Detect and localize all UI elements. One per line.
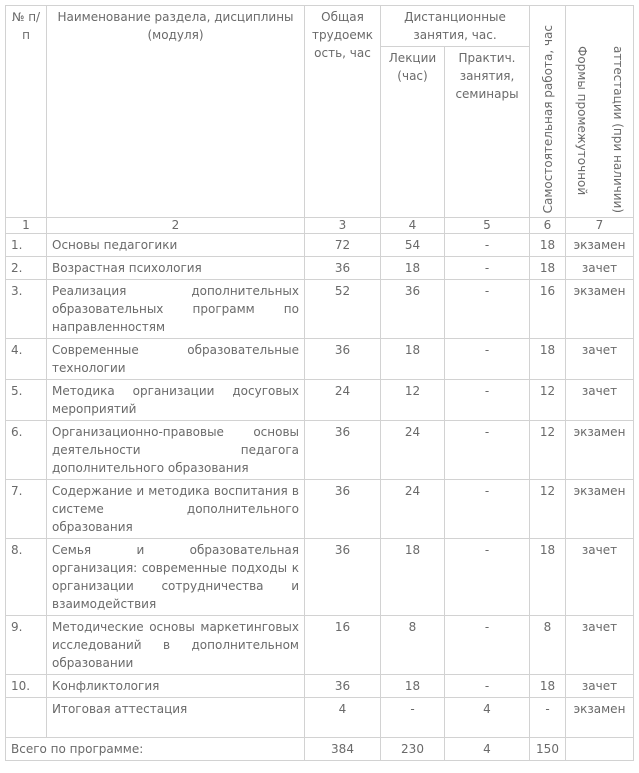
row-practice: - bbox=[445, 616, 530, 675]
row-name: Реализация дополнительных образовательных программ по направленностям bbox=[47, 280, 305, 339]
row-total: 36 bbox=[305, 675, 381, 698]
column-number: 4 bbox=[381, 218, 445, 234]
total-self-study: 150 bbox=[530, 738, 566, 761]
row-form: зачет bbox=[566, 616, 634, 675]
row-self-study: 18 bbox=[530, 234, 566, 257]
row-name: Возрастная психология bbox=[47, 257, 305, 280]
row-name: Организационно-правовые основы деятельности педагога дополнительного образования bbox=[47, 421, 305, 480]
row-lectures: 54 bbox=[381, 234, 445, 257]
row-practice: - bbox=[445, 339, 530, 380]
table-row bbox=[6, 339, 634, 380]
row-number: 3. bbox=[6, 280, 47, 339]
table-row bbox=[6, 234, 634, 257]
column-number: 6 bbox=[530, 218, 566, 234]
row-practice: - bbox=[445, 257, 530, 280]
header-self-study: Самостоятельная работа, час bbox=[530, 6, 566, 218]
row-lectures: 18 bbox=[381, 539, 445, 616]
row-lectures: 18 bbox=[381, 257, 445, 280]
column-number: 7 bbox=[566, 218, 634, 234]
row-number: 6. bbox=[6, 421, 47, 480]
row-number: 10. bbox=[6, 675, 47, 698]
column-number: 2 bbox=[47, 218, 305, 234]
row-total: 36 bbox=[305, 257, 381, 280]
header-name: Наименование раздела, дисциплины (модуля) bbox=[47, 6, 305, 218]
row-self-study: 18 bbox=[530, 257, 566, 280]
row-name: Итоговая аттестация bbox=[47, 698, 305, 738]
row-lectures: 36 bbox=[381, 280, 445, 339]
row-name: Современные образовательные технологии bbox=[47, 339, 305, 380]
row-form: зачет bbox=[566, 539, 634, 616]
table-row bbox=[6, 539, 634, 616]
total-lectures: 230 bbox=[381, 738, 445, 761]
total-hours: 384 bbox=[305, 738, 381, 761]
row-total: 72 bbox=[305, 234, 381, 257]
row-self-study: 18 bbox=[530, 339, 566, 380]
row-form: зачет bbox=[566, 257, 634, 280]
row-total: 52 bbox=[305, 280, 381, 339]
row-number: 5. bbox=[6, 380, 47, 421]
table-row bbox=[6, 480, 634, 539]
header-row bbox=[6, 6, 634, 47]
header-number: № п/п bbox=[6, 6, 47, 218]
row-number: 1. bbox=[6, 234, 47, 257]
total-label: Всего по программе: bbox=[6, 738, 305, 761]
row-lectures: - bbox=[381, 698, 445, 738]
row-total: 36 bbox=[305, 339, 381, 380]
row-self-study: 16 bbox=[530, 280, 566, 339]
total-practice: 4 bbox=[445, 738, 530, 761]
row-number: 2. bbox=[6, 257, 47, 280]
row-name: Содержание и методика воспитания в системе дополнительного образования bbox=[47, 480, 305, 539]
row-lectures: 8 bbox=[381, 616, 445, 675]
row-number: 9. bbox=[6, 616, 47, 675]
header-lectures: Лекции (час) bbox=[381, 47, 445, 218]
row-practice: - bbox=[445, 539, 530, 616]
column-number-row bbox=[6, 218, 634, 234]
column-number: 5 bbox=[445, 218, 530, 234]
row-form: экзамен bbox=[566, 698, 634, 738]
curriculum-table bbox=[5, 5, 634, 761]
row-lectures: 24 bbox=[381, 421, 445, 480]
row-form: экзамен bbox=[566, 280, 634, 339]
table-row bbox=[6, 380, 634, 421]
table-row bbox=[6, 675, 634, 698]
table-row bbox=[6, 280, 634, 339]
column-number: 1 bbox=[6, 218, 47, 234]
row-total: 16 bbox=[305, 616, 381, 675]
row-self-study: 18 bbox=[530, 675, 566, 698]
row-form: экзамен bbox=[566, 234, 634, 257]
row-practice: 4 bbox=[445, 698, 530, 738]
row-form: зачет bbox=[566, 339, 634, 380]
table-row bbox=[6, 421, 634, 480]
header-practice: Практич. занятия, семинары bbox=[445, 47, 530, 218]
row-number bbox=[6, 698, 47, 738]
table-row bbox=[6, 257, 634, 280]
row-practice: - bbox=[445, 421, 530, 480]
row-total: 24 bbox=[305, 380, 381, 421]
row-name: Методика организации досуговых мероприятий bbox=[47, 380, 305, 421]
row-practice: - bbox=[445, 380, 530, 421]
row-self-study: 8 bbox=[530, 616, 566, 675]
row-lectures: 12 bbox=[381, 380, 445, 421]
row-form: экзамен bbox=[566, 480, 634, 539]
row-practice: - bbox=[445, 280, 530, 339]
row-lectures: 18 bbox=[381, 339, 445, 380]
row-total: 36 bbox=[305, 421, 381, 480]
header-attestation-forms: Формы промежуточной аттестации (при наличии) bbox=[566, 6, 634, 218]
total-row bbox=[6, 738, 634, 761]
row-self-study: 18 bbox=[530, 539, 566, 616]
row-total: 4 bbox=[305, 698, 381, 738]
row-total: 36 bbox=[305, 539, 381, 616]
row-self-study: 12 bbox=[530, 421, 566, 480]
row-name: Основы педагогики bbox=[47, 234, 305, 257]
row-form: зачет bbox=[566, 675, 634, 698]
total-form bbox=[566, 738, 634, 761]
row-lectures: 24 bbox=[381, 480, 445, 539]
header-distance: Дистанционные занятия, час. bbox=[381, 6, 530, 47]
header-total: Общая трудоемк ость, час bbox=[305, 6, 381, 218]
row-form: зачет bbox=[566, 380, 634, 421]
row-total: 36 bbox=[305, 480, 381, 539]
row-name: Методические основы маркетинговых исследований в дополнительном образовании bbox=[47, 616, 305, 675]
row-number: 8. bbox=[6, 539, 47, 616]
row-form: экзамен bbox=[566, 421, 634, 480]
row-self-study: 12 bbox=[530, 380, 566, 421]
row-practice: - bbox=[445, 234, 530, 257]
row-self-study: 12 bbox=[530, 480, 566, 539]
row-name: Конфликтология bbox=[47, 675, 305, 698]
row-number: 7. bbox=[6, 480, 47, 539]
column-number: 3 bbox=[305, 218, 381, 234]
row-lectures: 18 bbox=[381, 675, 445, 698]
row-self-study: - bbox=[530, 698, 566, 738]
row-practice: - bbox=[445, 480, 530, 539]
row-practice: - bbox=[445, 675, 530, 698]
table-row bbox=[6, 698, 634, 738]
row-number: 4. bbox=[6, 339, 47, 380]
table-row bbox=[6, 616, 634, 675]
row-name: Семья и образовательная организация: современные подходы к организации сотрудничества и взаимодействия bbox=[47, 539, 305, 616]
